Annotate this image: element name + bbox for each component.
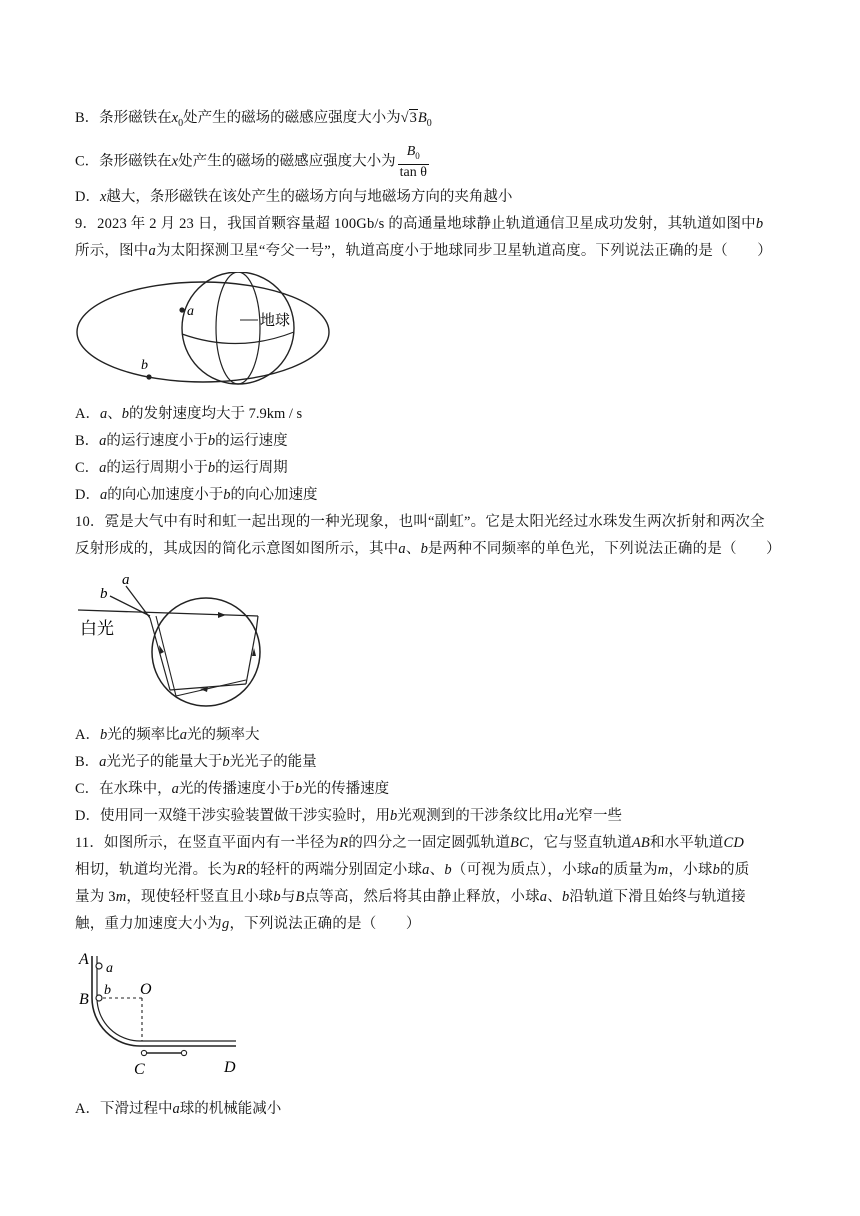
ball-a xyxy=(96,963,102,969)
label-a: a xyxy=(122,572,130,588)
label-b: b xyxy=(104,983,111,998)
q11-figure-track xyxy=(76,946,256,1084)
label-b: b xyxy=(100,586,108,602)
ball-c-left xyxy=(141,1050,146,1055)
q11-option-a: A．下滑过程中a球的机械能减小 xyxy=(75,1101,282,1117)
q8-option-b: B．条形磁铁在$x_0$处产生的磁场的磁感应强度大小为$√3B_0$ xyxy=(75,107,800,135)
satellite-a xyxy=(179,307,184,312)
q10-stem-line1: 10．霓是大气中有时和虹一起出现的一种光现象，也叫“副虹”。它是太阳光经过水珠发生两次折射和两次全 xyxy=(75,514,765,530)
q9-stem-line2: 所示，图中a为太阳探测卫星“夸父一号”，轨道高度小于地球同步卫星轨道高度。下列说法正确的是（ ） xyxy=(75,243,772,259)
q10-option-a: A．b光的频率比a光的频率大 xyxy=(75,727,260,743)
ray-inner-5 xyxy=(176,680,246,696)
q11-stem-line3: 量为 3m，现使轻杆竖直且小球b与B点等高，然后将其由静止释放，小球a、b沿轨道下滑且始终与轨道接 xyxy=(75,889,746,905)
q10-option-b: B．a光光子的能量大于b光光子的能量 xyxy=(75,754,317,770)
q9-option-d: D．a的向心加速度小于b的向心加速度 xyxy=(75,487,318,503)
label-A: A xyxy=(79,951,89,968)
label-D: D xyxy=(224,1059,236,1076)
q8-option-d: D．x越大，条形磁铁在该处产生的磁场方向与地磁场方向的夹角越小 xyxy=(75,189,513,205)
q10-option-d: D．使用同一双缝干涉实验装置做干涉实验时，用b光观测到的干涉条纹比用a光窄一些 xyxy=(75,808,622,824)
ray-inner-1 xyxy=(256,616,258,632)
label-B: B xyxy=(79,991,89,1008)
ball-c-right xyxy=(181,1050,186,1055)
label-a: a xyxy=(187,304,194,319)
label-b: b xyxy=(141,358,148,373)
q11-stem-line4: 触，重力加速度大小为g，下列说法正确的是（ ） xyxy=(75,916,421,932)
ray-out-b xyxy=(110,596,150,616)
q9-stem-line1: 9．2023 年 2 月 23 日，我国首颗容量超 100Gb/s 的高通量地球静止轨道通信卫星成功发射，其轨道如图中b xyxy=(75,216,764,232)
q11-stem-line2: 相切，轨道均光滑。长为R的轻杆的两端分别固定小球a、b（可视为质点），小球a的质量为m，小球b的质 xyxy=(75,862,750,878)
orbit-a xyxy=(216,272,260,384)
q11-stem-line1: 11．如图所示，在竖直平面内有一半径为R的四分之一固定圆弧轨道BC，它与竖直轨道AB和水平轨道CD xyxy=(75,835,745,851)
equator xyxy=(182,332,294,344)
label-earth: 地球 xyxy=(260,313,291,329)
label-a: a xyxy=(106,961,113,976)
q10-figure-secondary-rainbow xyxy=(78,572,270,718)
ray-inner-6 xyxy=(156,616,176,696)
q9-option-a: A．a、b的发射速度均大于 7.9km / s xyxy=(75,406,303,422)
q9-option-c: C．a的运行周期小于b的运行周期 xyxy=(75,460,288,476)
q9-option-b: B．a的运行速度小于b的运行速度 xyxy=(75,433,288,449)
ball-b xyxy=(96,995,102,1001)
fraction: $\frac{B_0}{\text{tan θ}}$ xyxy=(399,144,427,180)
sqrt-expression: √3 xyxy=(400,110,417,126)
label-C: C xyxy=(134,1061,145,1078)
q8-option-c: C．条形磁铁在x处产生的磁场的磁感应强度大小为 $\frac{B_0}{\text{tan θ}}$ xyxy=(75,144,427,180)
ray-out-a xyxy=(126,586,150,618)
white-light-ray xyxy=(78,610,258,616)
label-O: O xyxy=(140,981,152,998)
q10-stem-line2: 反射形成的，其成因的简化示意图如图所示，其中a、b是两种不同频率的单色光，下列说法正确的是（ ） xyxy=(75,541,781,557)
q10-option-c: C．在水珠中，a光的传播速度小于b光的传播速度 xyxy=(75,781,390,797)
satellite-b xyxy=(146,374,151,379)
label-white-light: 白光 xyxy=(80,619,114,638)
q9-figure-orbits xyxy=(72,272,334,392)
orbit-b xyxy=(77,282,329,382)
arrow-1 xyxy=(218,612,226,618)
